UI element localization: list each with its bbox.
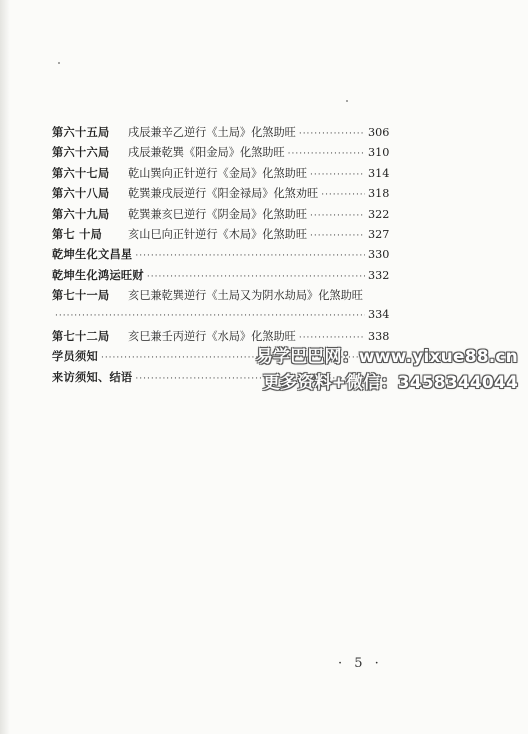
toc-entry-69[interactable] (52, 206, 388, 226)
leader-dots (288, 149, 365, 159)
toc-entry-title: 乾山巽向正针逆行《金局》化煞助旺 (128, 166, 308, 180)
toc-entry-65[interactable] (52, 124, 388, 144)
leader-dots (310, 170, 365, 180)
toc-entry-page: 318 (368, 187, 390, 201)
toc-entry-title: 乾巽兼戌辰逆行《阳金禄局》化煞劝旺 (128, 187, 319, 201)
watermark-site-line: 易学巴巴网：www.yixue88.cn (255, 347, 518, 367)
toc-entry-page: 330 (368, 248, 390, 262)
toc-entry-label: 第六十八局 (52, 186, 110, 201)
toc-entry-label: 第七 十局 (52, 226, 103, 241)
toc-entry-wenchang[interactable] (52, 246, 388, 266)
page-fold-shadow (0, 0, 10, 734)
toc-entry-71-continued[interactable] (52, 308, 388, 328)
toc-entry-page: 338 (368, 329, 390, 343)
toc-entry-label: 学员须知 (52, 349, 98, 364)
toc-entry-67[interactable] (52, 165, 388, 185)
toc-entry-66[interactable] (52, 144, 388, 164)
leader-dots (299, 129, 365, 139)
toc-entry-title: 亥巳兼壬丙逆行《水局》化煞助旺 (128, 329, 296, 343)
toc-entry-label: 第六十七局 (52, 165, 110, 180)
toc-entry-title: 乾巽兼亥巳逆行《阴金局》化煞助旺 (128, 207, 308, 221)
watermark-contact-line: 更多资料+微信：3458344044 (262, 373, 518, 393)
toc-entry-label: 来访须知、结语 (52, 369, 133, 384)
leader-dots (147, 272, 365, 282)
toc-entry-label: 乾坤生化文昌星 (52, 247, 133, 262)
toc-entry-label: 乾坤生化鸿运旺财 (52, 267, 144, 282)
toc-entry-71[interactable] (52, 287, 388, 307)
leader-dots (310, 231, 365, 241)
toc-entry-page: 332 (368, 268, 390, 282)
leader-dots (310, 211, 365, 221)
toc-entry-label: 第七十一局 (52, 288, 110, 303)
toc-entry-label: 第七十二局 (52, 328, 110, 343)
leader-dots (55, 311, 365, 321)
toc-entry-title: 戌辰兼辛乙逆行《土局》化煞助旺 (128, 126, 296, 139)
toc-entry-label: 第六十九局 (52, 206, 110, 221)
page-number: · 5 · (338, 656, 383, 671)
toc-entry-page: 310 (368, 146, 390, 160)
leader-dots (321, 190, 365, 200)
toc-entry-label: 第六十五局 (52, 125, 110, 139)
toc-entry-page: 334 (368, 307, 390, 321)
toc-entry-page: 314 (368, 166, 390, 180)
toc-entry-70[interactable] (52, 226, 388, 246)
toc-entry-page: 327 (368, 227, 390, 241)
toc-entry-68[interactable] (52, 185, 388, 205)
toc-entry-label: 第六十六局 (52, 145, 110, 160)
toc-entry-page: 322 (368, 207, 390, 221)
toc-entry-title: 亥巳兼乾巽逆行《土局又为阴水劫局》化煞助旺 (128, 289, 363, 303)
toc-entry-hongyun[interactable] (52, 267, 388, 287)
paper-speck (346, 100, 348, 102)
toc-entry-title: 戌辰兼乾巽《阳金局》化煞助旺 (128, 146, 285, 160)
leader-dots (135, 251, 365, 261)
paper-speck (58, 62, 60, 64)
toc-entry-title: 亥山巳向正针逆行《木局》化煞助旺 (128, 227, 308, 241)
toc-entry-page: 306 (368, 126, 390, 139)
